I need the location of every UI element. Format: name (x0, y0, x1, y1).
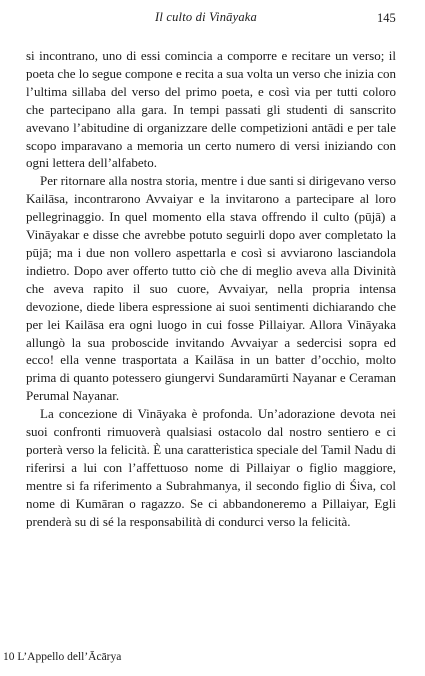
paragraph-3-text: La concezione di Vināyaka è profonda. Un’adorazione devota nei suoi confronti rimuoverà qualsiasi ostacolo dal nostro sentiero e ci porterà verso la felicità. È una caratteristica speciale del Tamil Nadu di riferirsi a lui con l’affettuoso nome di Pillaiyar o figlio maggiore, mentre si fa riferimento a Subrahmanya, il secondo figlio di Śiva, col nome di Kumāran o ragazzo. Se ci abbandoneremo a Pillaiyar, Egli prenderà su di sé la responsabilità di condurci verso la felicità. (26, 406, 400, 529)
running-title: Il culto di Vināyaka (155, 10, 258, 24)
body-text (26, 47, 400, 530)
paragraph-1 (26, 47, 400, 172)
footer-signature-line: 10 L’Appello dell’Ācārya (3, 651, 122, 663)
paragraph-3 (26, 405, 400, 530)
paragraph-1-text: si incontrano, uno di essi comincia a comporre e recitare un verso; il poeta che lo segue compone e recita a sua volta un verso che inizia con l’ultima sillaba del verso del primo poeta, e così via per tutti coloro che partecipano alla gara. In tempi passati gli studenti di sanscrito avevano l’abitudine di organizzare delle competizioni antādi e per tale scopo imparavano a memoria un certo numero di versi iniziando con ogni lettera dell’alfabeto. (26, 48, 400, 171)
paragraph-2-text: Per ritornare alla nostra storia, mentre i due santi si dirigevano verso Kailāsa, incontrarono Avvaiyar e la invitarono a partecipare al loro pellegrinaggio. In quel momento ella stava offrendo il culto (pūjā) a Vināyakar e disse che avrebbe potuto seguirli dopo aver completato la pūjā; ma i due non vollero aspettarla e così si avviarono lasciandola indietro. Dopo aver offerto tutto ciò che di meglio aveva alla Divinità che aveva rapito il suo cuore, Avvaiyar, nella propria intensa devozione, diede libera espressione ai suoi sentimenti dichiarando che per lei Kailāsa era ogni luogo in cui fosse Pillaiyar. Allora Vināyaka allungò la sua proboscide invitando Avvaiyar a sedercisi sopra ed ecco! ella venne trasportata a Kailāsa in un batter d’occhio, molto prima di quanto potessero giungervi Sundaramūrti Nayanar e Ceraman Perumal Nayanar. (26, 173, 400, 404)
paragraph-2 (26, 172, 400, 405)
page-number: 145 (377, 11, 396, 25)
